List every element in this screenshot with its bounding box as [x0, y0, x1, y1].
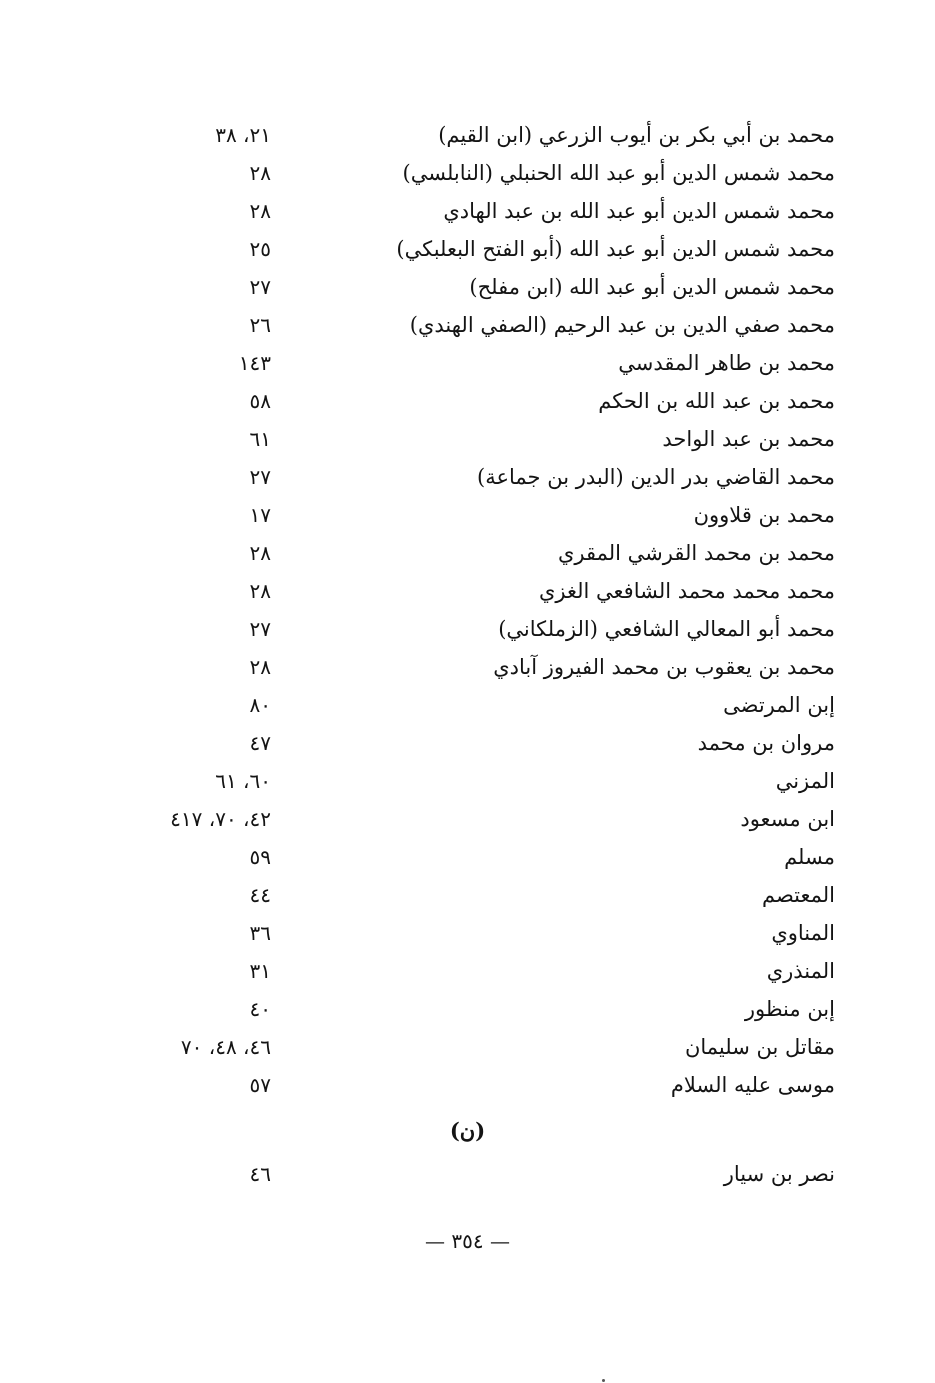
entry-name: المناوي — [771, 921, 835, 945]
entry-pages: ١٤٣ — [238, 351, 271, 375]
index-entry — [0, 724, 935, 762]
index-entry — [0, 230, 935, 268]
index-entry-row — [0, 1155, 935, 1193]
entry-name: محمد بن محمد القرشي المقري — [557, 541, 835, 565]
entry-name: محمد شمس الدين أبو عبد الله بن عبد الهادي — [443, 199, 835, 223]
index-entry — [0, 116, 935, 154]
entry-name: محمد بن عبد الواحد — [662, 427, 835, 451]
index-entry — [0, 1028, 935, 1066]
entry-name: المعتصم — [761, 883, 835, 907]
index-entry — [0, 268, 935, 306]
entry-name: محمد شمس الدين أبو عبد الله (أبو الفتح البعلبكي) — [396, 237, 835, 261]
index-entry — [0, 762, 935, 800]
index-entry — [0, 534, 935, 572]
entry-pages: ٤٢، ٧٠، ٤١٧ — [170, 807, 271, 831]
entry-pages: ٢٧ — [249, 617, 271, 641]
entry-name: محمد بن يعقوب بن محمد الفيروز آبادي — [493, 655, 835, 679]
entry-pages: ٢٦ — [249, 313, 271, 337]
entry-pages: ٣١ — [249, 959, 271, 983]
index-entry — [0, 458, 935, 496]
index-entry — [0, 686, 935, 724]
index-entry — [0, 496, 935, 534]
entry-pages: ٥٩ — [249, 845, 271, 869]
entry-name: محمد أبو المعالي الشافعي (الزملكاني) — [498, 617, 835, 641]
index-entry — [0, 382, 935, 420]
index-entry — [0, 914, 935, 952]
index-list — [0, 116, 935, 1104]
entry-pages: ٢٨ — [249, 199, 271, 223]
entry-name: مروان بن محمد — [697, 731, 835, 755]
entry-pages: ٤٠ — [249, 997, 271, 1021]
entry-name: محمد بن أبي بكر بن أيوب الزرعي (ابن القيم) — [438, 123, 835, 147]
index-entry — [0, 1066, 935, 1104]
entry-name: المزني — [775, 769, 835, 793]
index-entry — [0, 800, 935, 838]
index-entry — [0, 876, 935, 914]
index-entry — [0, 572, 935, 610]
entry-pages: ٤٦ — [249, 1162, 271, 1186]
index-entry — [0, 838, 935, 876]
entry-pages: ٢٨ — [249, 655, 271, 679]
entry-name: محمد بن طاهر المقدسي — [618, 351, 835, 375]
index-entry — [0, 192, 935, 230]
index-entry — [0, 344, 935, 382]
index-entry — [0, 952, 935, 990]
entry-name: موسى عليه السلام — [670, 1073, 835, 1097]
entry-name: نصر بن سيار — [723, 1162, 835, 1186]
entry-name: مسلم — [784, 845, 835, 869]
entry-name: محمد بن عبد الله بن الحكم — [598, 389, 835, 413]
entry-pages: ٢٨ — [249, 541, 271, 565]
entry-name: محمد بن قلاوون — [693, 503, 835, 527]
entry-pages: ٢٧ — [249, 465, 271, 489]
entry-name: ابن مسعود — [740, 807, 835, 831]
entry-pages: ٦٠، ٦١ — [215, 769, 271, 793]
scan-speck — [602, 1379, 605, 1382]
entry-pages: ١٧ — [249, 503, 271, 527]
entry-pages: ٤٤ — [249, 883, 271, 907]
entry-name: المنذري — [766, 959, 835, 983]
entry-name: محمد شمس الدين أبو عبد الله الحنبلي (النابلسي) — [402, 161, 835, 185]
entry-name: محمد شمس الدين أبو عبد الله (ابن مفلح) — [469, 275, 835, 299]
entry-pages: ٢٧ — [249, 275, 271, 299]
entry-name: إبن منظور — [744, 997, 835, 1021]
index-entry — [0, 420, 935, 458]
entry-pages: ٢٨ — [249, 161, 271, 185]
index-entry — [0, 154, 935, 192]
entry-pages: ٥٨ — [249, 389, 271, 413]
page-number: — ٣٥٤ — — [425, 1229, 510, 1253]
index-entry — [0, 648, 935, 686]
entry-name: محمد محمد محمد الشافعي الغزي — [538, 579, 835, 603]
section-header: (ن) — [449, 1118, 486, 1143]
entry-pages: ٨٠ — [249, 693, 271, 717]
entry-name: مقاتل بن سليمان — [684, 1035, 835, 1059]
entry-pages: ٢٨ — [249, 579, 271, 603]
entry-pages: ٣٦ — [249, 921, 271, 945]
entry-pages: ٢١، ٣٨ — [215, 123, 271, 147]
index-entry — [0, 306, 935, 344]
entry-pages: ٤٧ — [249, 731, 271, 755]
index-entry — [0, 1155, 935, 1193]
entry-name: إبن المرتضى — [723, 693, 835, 717]
entry-pages: ٥٧ — [249, 1073, 271, 1097]
entry-name: محمد القاضي بدر الدين (البدر بن جماعة) — [477, 465, 835, 489]
entry-name: محمد صفي الدين بن عبد الرحيم (الصفي الهندي) — [409, 313, 835, 337]
entry-pages: ٢٥ — [249, 237, 271, 261]
index-entry — [0, 610, 935, 648]
index-entry — [0, 990, 935, 1028]
entry-pages: ٦١ — [249, 427, 271, 451]
entry-pages: ٤٦، ٤٨، ٧٠ — [180, 1035, 271, 1059]
